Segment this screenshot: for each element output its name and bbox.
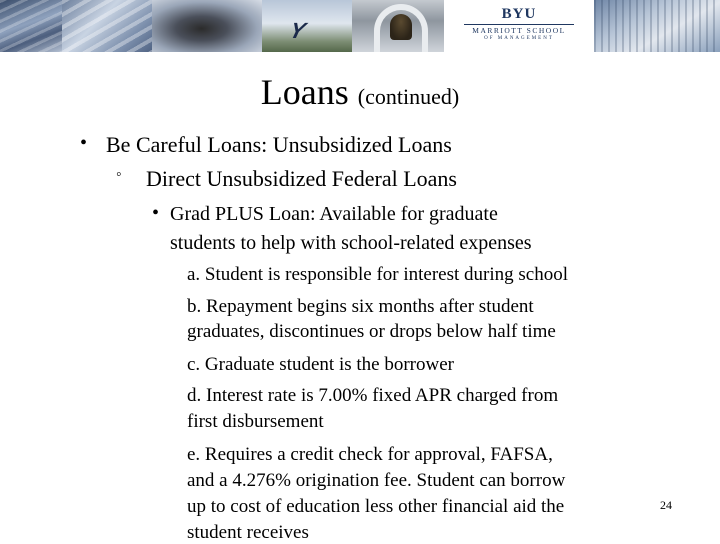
banner-photo-statue	[152, 0, 262, 52]
banner-photo-architecture	[0, 0, 62, 52]
bullet-2-text: Direct Unsubsidized Federal Loans	[146, 166, 457, 191]
item-e-line-3: up to cost of education less other financial aid the	[187, 496, 565, 517]
banner-photo-bell	[352, 0, 444, 52]
slide-title-suffix: (continued)	[357, 84, 460, 109]
circle-bullet-icon: ◦	[116, 166, 122, 183]
item-b-line-1: b. Repayment begins six months after student	[187, 296, 534, 317]
bullet-1-text: Be Careful Loans: Unsubsidized Loans	[106, 132, 452, 157]
banner-photo-building	[62, 0, 152, 52]
item-e-line-1: e. Requires a credit check for approval, FAFSA,	[187, 444, 553, 465]
banner-photo-mountain	[262, 0, 352, 52]
bullet-3-line-2: students to help with school-related expenses	[170, 232, 532, 254]
logo-subtitle: MARRIOTT SCHOOL	[472, 26, 566, 35]
page-number: 24	[660, 498, 672, 512]
item-d-line-1: d. Interest rate is 7.00% fixed APR charged from	[187, 385, 559, 406]
logo-divider	[464, 24, 574, 25]
bullet-dot-icon-2: •	[152, 202, 160, 224]
item-e-line-4: student receives	[187, 522, 309, 543]
bullet-dot-icon: •	[80, 132, 88, 154]
bell-icon	[390, 14, 412, 40]
bullet-3-line-1: Grad PLUS Loan: Available for graduate	[170, 203, 498, 225]
item-c: c. Graduate student is the borrower	[187, 354, 454, 375]
header-banner	[0, 0, 720, 52]
byu-logo	[444, 0, 594, 52]
slide-title-main: Loans	[260, 72, 349, 112]
logo-subtitle-2: OF MANAGEMENT	[484, 36, 554, 41]
y-mountain-icon: Y	[286, 18, 309, 43]
logo-text: BYU	[501, 6, 537, 22]
banner-photo-tower	[594, 0, 720, 52]
item-a: a. Student is responsible for interest during school	[187, 264, 568, 285]
slide-title	[0, 70, 720, 119]
item-e-line-2: and a 4.276% origination fee. Student can borrow	[187, 470, 566, 491]
item-d-line-2: first disbursement	[187, 411, 324, 432]
item-b-line-2: graduates, discontinues or drops below half time	[187, 321, 556, 342]
